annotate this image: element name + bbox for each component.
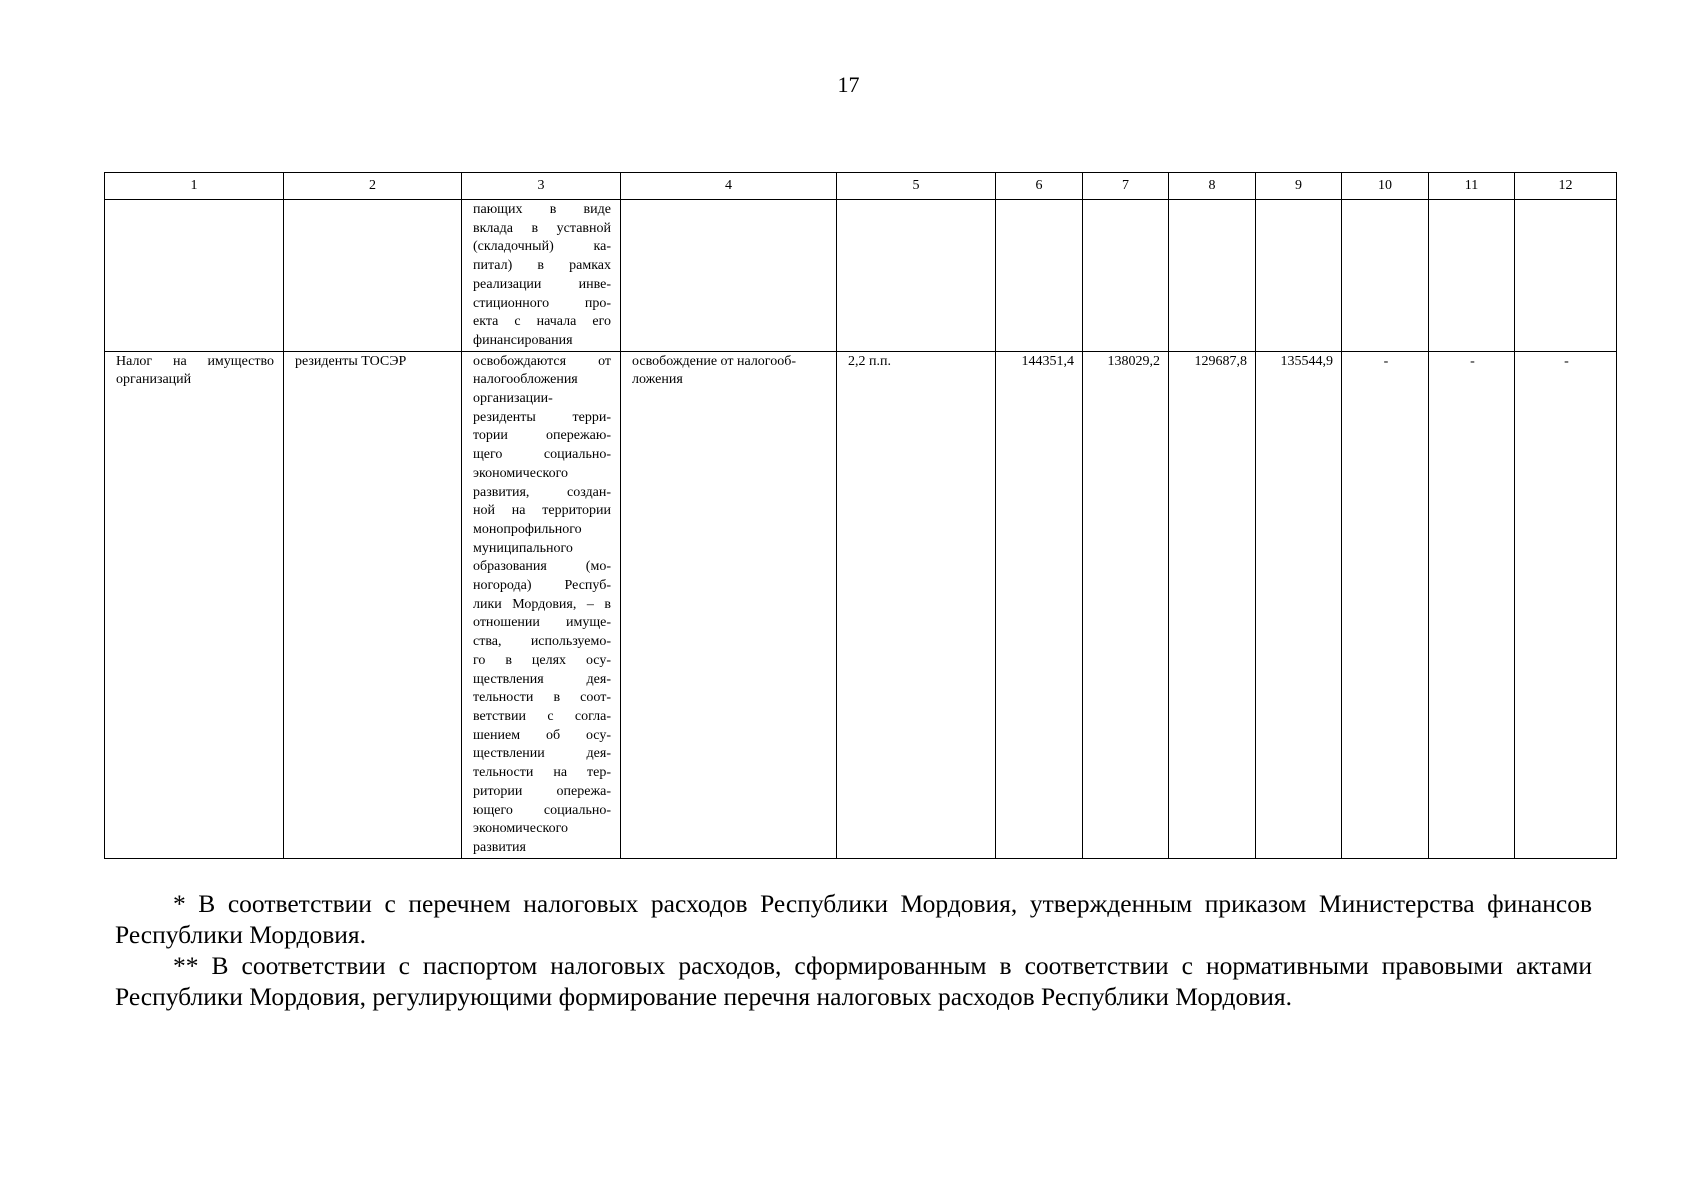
text-line: финансирования — [473, 332, 573, 348]
column-number: 8 — [1169, 173, 1256, 200]
tax-expenditure-table — [104, 172, 1617, 859]
dash-value: - — [1564, 353, 1569, 369]
dash-value: - — [1470, 353, 1475, 369]
table-row-property-tax — [105, 351, 1617, 858]
column-number: 2 — [284, 173, 462, 200]
amount-value: 144351,4 — [1021, 353, 1074, 369]
text-line: го в целях осу- — [473, 652, 611, 668]
column-number-row — [105, 173, 1617, 200]
column-number: 1 — [105, 173, 284, 200]
text-line: стиционного про- — [473, 295, 611, 311]
cell-empty — [996, 200, 1083, 352]
tax-name: Налог на имущество организаций — [116, 353, 274, 388]
cell-empty — [1429, 200, 1515, 352]
column-number: 7 — [1083, 173, 1169, 200]
column-number: 5 — [837, 173, 996, 200]
cell-col-10 — [1342, 351, 1429, 858]
text-line: тельности в соот- — [473, 690, 611, 706]
column-number: 10 — [1342, 173, 1429, 200]
cell-empty — [1515, 200, 1617, 352]
text-line: развития — [473, 839, 526, 855]
cell-benefit-description — [462, 351, 621, 858]
column-number: 9 — [1256, 173, 1342, 200]
text-line: развития, создан- — [473, 484, 611, 500]
cell-col-12 — [1515, 351, 1617, 858]
text-line: отношении имуще- — [473, 615, 611, 631]
text-line: ществления дея- — [473, 671, 611, 687]
column-number: 6 — [996, 173, 1083, 200]
footnote-1: * В соответствии с перечнем налоговых расходов Республики Мордовия, утвержденным приказом Министерства финансов Республики Мордовия. — [115, 889, 1592, 949]
cell-benefit-description-continued — [462, 200, 621, 352]
amount-value: 135544,9 — [1280, 353, 1333, 369]
column-number: 3 — [462, 173, 621, 200]
text-line: шением об осу- — [473, 727, 611, 743]
text-line: резиденты терри- — [473, 409, 611, 425]
cell-empty — [284, 200, 462, 352]
cell-empty — [1256, 200, 1342, 352]
text-line: ства, используемо- — [473, 634, 611, 650]
table-row-continuation — [105, 200, 1617, 352]
cell-category — [284, 351, 462, 858]
text-line: муниципального — [473, 540, 573, 556]
text-line: экономического — [473, 821, 568, 837]
text-line: реализации инве- — [473, 276, 611, 292]
text-line: ветствии с согла- — [473, 708, 611, 724]
footnote-2: ** В соответствии с паспортом налоговых расходов, сформированным в соответствии с нормативными правовыми актами Республики Мордовия, регулирующими формирование перечня налоговых расходов Республики Мордовия. — [115, 951, 1592, 1011]
page-number: 17 — [837, 72, 860, 97]
text-line: освобождаются от — [473, 353, 611, 369]
text-line: экономического — [473, 465, 568, 481]
column-number: 12 — [1515, 173, 1617, 200]
cell-amount-6 — [996, 351, 1083, 858]
text-line: ной на территории — [473, 503, 611, 519]
text-line: монопрофильного — [473, 521, 582, 537]
text-line: вклада в уставной — [473, 220, 611, 236]
text-line: ритории опережа- — [473, 783, 611, 799]
cell-empty — [621, 200, 837, 352]
cell-amount-8 — [1169, 351, 1256, 858]
text-line: лики Мордовия, – в — [473, 596, 611, 612]
text-line: ногорода) Респуб- — [473, 578, 611, 594]
rate-value: 2,2 п.п. — [848, 353, 891, 369]
dash-value: - — [1383, 353, 1389, 369]
cell-benefit-type — [621, 351, 837, 858]
text-line: тельности на тер- — [473, 765, 611, 781]
cell-col-11 — [1429, 351, 1515, 858]
text-line: питал) в рамках — [473, 258, 611, 274]
text-line: екта с начала его — [473, 314, 611, 330]
column-number: 4 — [621, 173, 837, 200]
cell-rate — [837, 351, 996, 858]
text-line: тории опережаю- — [473, 428, 611, 444]
cell-amount-7 — [1083, 351, 1169, 858]
cell-empty — [837, 200, 996, 352]
cell-amount-9 — [1256, 351, 1342, 858]
text-line: организации- — [473, 391, 553, 407]
column-number: 11 — [1429, 173, 1515, 200]
text-line: ществлении дея- — [473, 746, 611, 762]
text-line: налогообложения — [473, 372, 578, 388]
text-line: (складочный) ка- — [473, 239, 611, 255]
amount-value: 129687,8 — [1194, 353, 1247, 369]
amount-value: 138029,2 — [1107, 353, 1160, 369]
taxpayer-category: резиденты ТОСЭР — [295, 353, 407, 369]
text-line: щего социально- — [473, 447, 611, 463]
cell-empty — [105, 200, 284, 352]
benefit-type: освобождение от налогооб-ложения — [632, 353, 796, 388]
cell-tax-name — [105, 351, 284, 858]
cell-empty — [1342, 200, 1429, 352]
footnotes — [115, 888, 1592, 1012]
cell-empty — [1083, 200, 1169, 352]
text-line: ющего социально- — [473, 802, 611, 818]
cell-empty — [1169, 200, 1256, 352]
text-line: пающих в виде — [473, 202, 611, 217]
text-line: образования (мо- — [473, 559, 611, 575]
